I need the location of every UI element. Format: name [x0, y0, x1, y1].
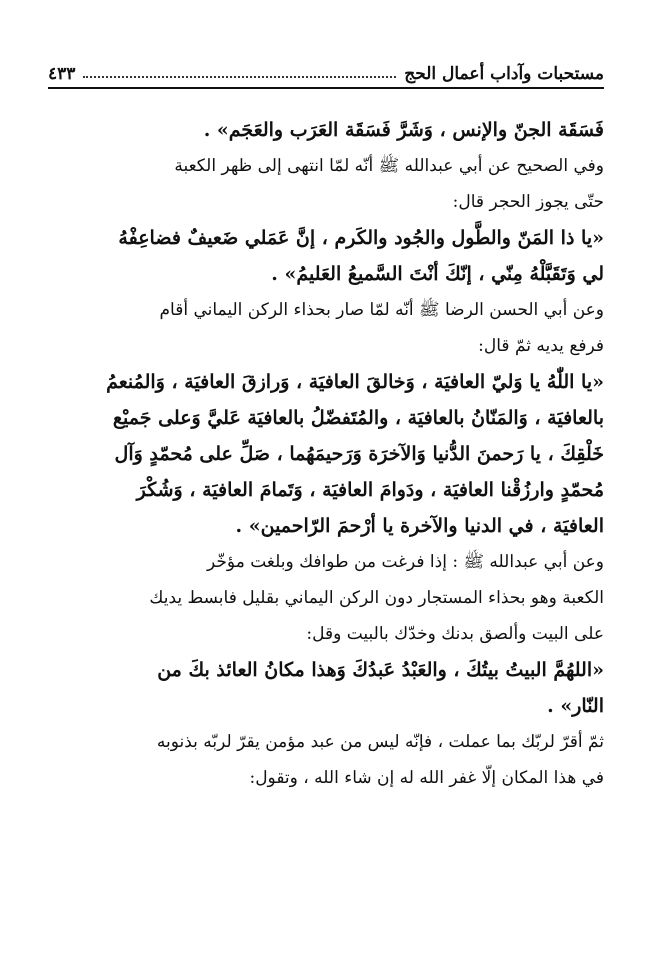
- body-line-8: «يا اللّٰهُ يا وَليّ العافيَة ، وَخالقَ العافيَة ، وَرازقَ العافيَة ، وَالمُنعمُ: [106, 371, 604, 393]
- body-line-18: ثمّ أقرّ لربّك بما عملت ، فإنّه ليس من عبد مؤمن يقرّ لربّه بذنوبه: [156, 732, 604, 752]
- running-header-title: مستحبات وآداب أعمال الحج: [404, 64, 604, 84]
- body-line-15: على البيت وألصق بدنك وخدّك بالبيت وقل:: [306, 624, 604, 644]
- body-line-19: في هذا المكان إلّا غفر الله له إن شاء الله ، وتقول:: [249, 768, 604, 788]
- body-line-10: خَلْقِكَ ، يا رَحمنَ الدُّنيا وَالآخرَة وَرَحيمَهُما ، صَلِّ على مُحمّدٍ وَآل: [114, 443, 604, 465]
- page-body: [56, 112, 604, 796]
- header-rule: [48, 87, 604, 89]
- body-line-2: وفي الصحيح عن أبي عبدالله ﷺ أنّه لمّا انتهى إلى ظهر الكعبة: [174, 156, 604, 176]
- body-line-12: العافيَة ، في الدنيا والآخرة يا أرْحمَ الرّاحمين» .: [235, 515, 604, 537]
- body-line-3: حتّى يجوز الحجر قال:: [452, 192, 604, 212]
- body-line-1: فَسَقَة الجنّ والإنس ، وَشَرَّ فَسَقَة العَرَب والعَجَم» .: [203, 119, 604, 141]
- page-number: ٤٣٣: [48, 64, 76, 84]
- running-header: [48, 54, 604, 84]
- body-line-9: بالعافيَة ، وَالمَنّانُ بالعافيَة ، والمُتَفضّلُ بالعافيَة عَليَّ وَعلى جَميْع: [112, 407, 604, 429]
- header-leader-dots: [83, 76, 396, 78]
- body-line-14: الكعبة وهو بحذاء المستجار دون الركن اليماني بقليل فابسط يديك: [149, 588, 604, 608]
- body-line-6: وعن أبي الحسن الرضا ﷺ أنّه لمّا صار بحذاء الركن اليماني أقام: [159, 300, 604, 320]
- body-line-11: مُحمّدٍ وارزُقْنا العافيَة ، ودَوامَ العافيَة ، وَتَمامَ العافيَة ، وَشُكْرَ: [136, 479, 604, 501]
- body-line-5: لي وَتَقَبَّلْهُ مِنّي ، إنّكَ أنْتَ السَّميعُ العَليمُ» .: [271, 263, 604, 285]
- body-line-17: النّار» .: [547, 695, 604, 717]
- body-line-4: «يا ذا المَنّ والطَّول والجُود والكَرم ، إنَّ عَمَلي ضَعيفٌ فضاعِفْهُ: [118, 227, 604, 249]
- body-line-13: وعن أبي عبدالله ﷺ : إذا فرغت من طوافك وبلغت مؤخّر: [207, 552, 604, 572]
- body-line-7: فرفع يديه ثمّ قال:: [478, 336, 604, 356]
- body-line-16: «اللهُمَّ البيتُ بيتُكَ ، والعَبْدُ عَبدُكَ وَهذا مكانُ العائذ بكَ من: [157, 659, 604, 681]
